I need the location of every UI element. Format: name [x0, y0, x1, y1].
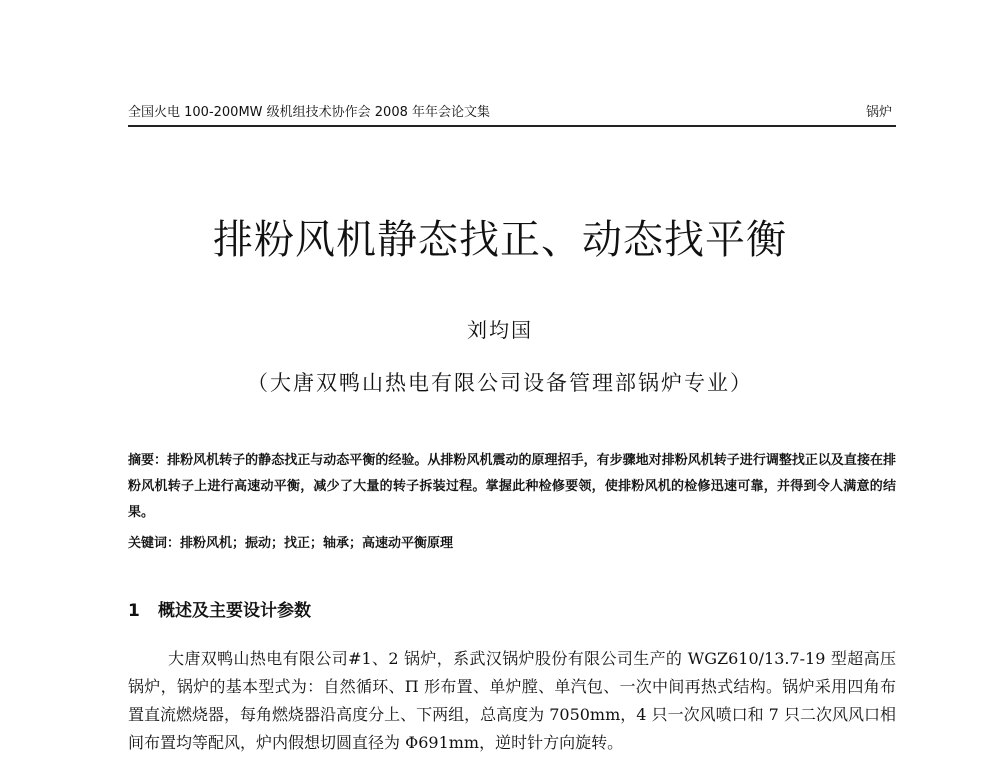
section-number: 1 [128, 601, 140, 621]
author-name: 刘均国 [467, 318, 533, 342]
proceedings-title: 全国火电 100-200MW 级机组技术协作会 2008 年年会论文集 [128, 105, 491, 120]
section-category: 锅炉 [865, 105, 892, 120]
body-paragraph: 大唐双鸭山热电有限公司#1、2 锅炉，系武汉锅炉股份有限公司生产的 WGZ610/13.7-19 型超高压锅炉，锅炉的基本型式为：自然循环、Π 形布置、单炉膛、单汽包、一次中间再热式结构。锅炉采用四角布置直流燃烧器，每角燃烧器沿高度分上、下两组，总高度为 7050mm，4 只一次风喷口和 7 只二次风风口相间布置均等配风，炉内假想切圆直径为 Φ691mm，逆时针方向旋转。 [128, 649, 896, 752]
keywords-label: 关键词： [128, 536, 181, 551]
running-header [128, 103, 896, 127]
abstract [128, 448, 896, 526]
section-heading [128, 597, 896, 625]
section-title: 概述及主要设计参数 [158, 601, 311, 621]
keywords-text: 排粉风机；振动；找正；轴承；高速动平衡原理 [180, 536, 454, 551]
abstract-text: 排粉风机转子的静态找正与动态平衡的经验。从排粉风机震动的原理招手，有步骤地对排粉风机转子进行调整找正以及直接在排粉风机转子上进行高速动平衡，减少了大量的转子拆装过程。掌握此种检修要领，使排粉风机的检修迅速可靠，并得到令人满意的结果。 [128, 453, 896, 520]
abstract-label: 摘要： [128, 453, 168, 468]
keywords [128, 532, 896, 556]
paper-title: 排粉风机静态找正、动态找平衡 [213, 217, 787, 263]
author-affiliation: （大唐双鸭山热电有限公司设备管理部锅炉专业） [247, 371, 753, 395]
